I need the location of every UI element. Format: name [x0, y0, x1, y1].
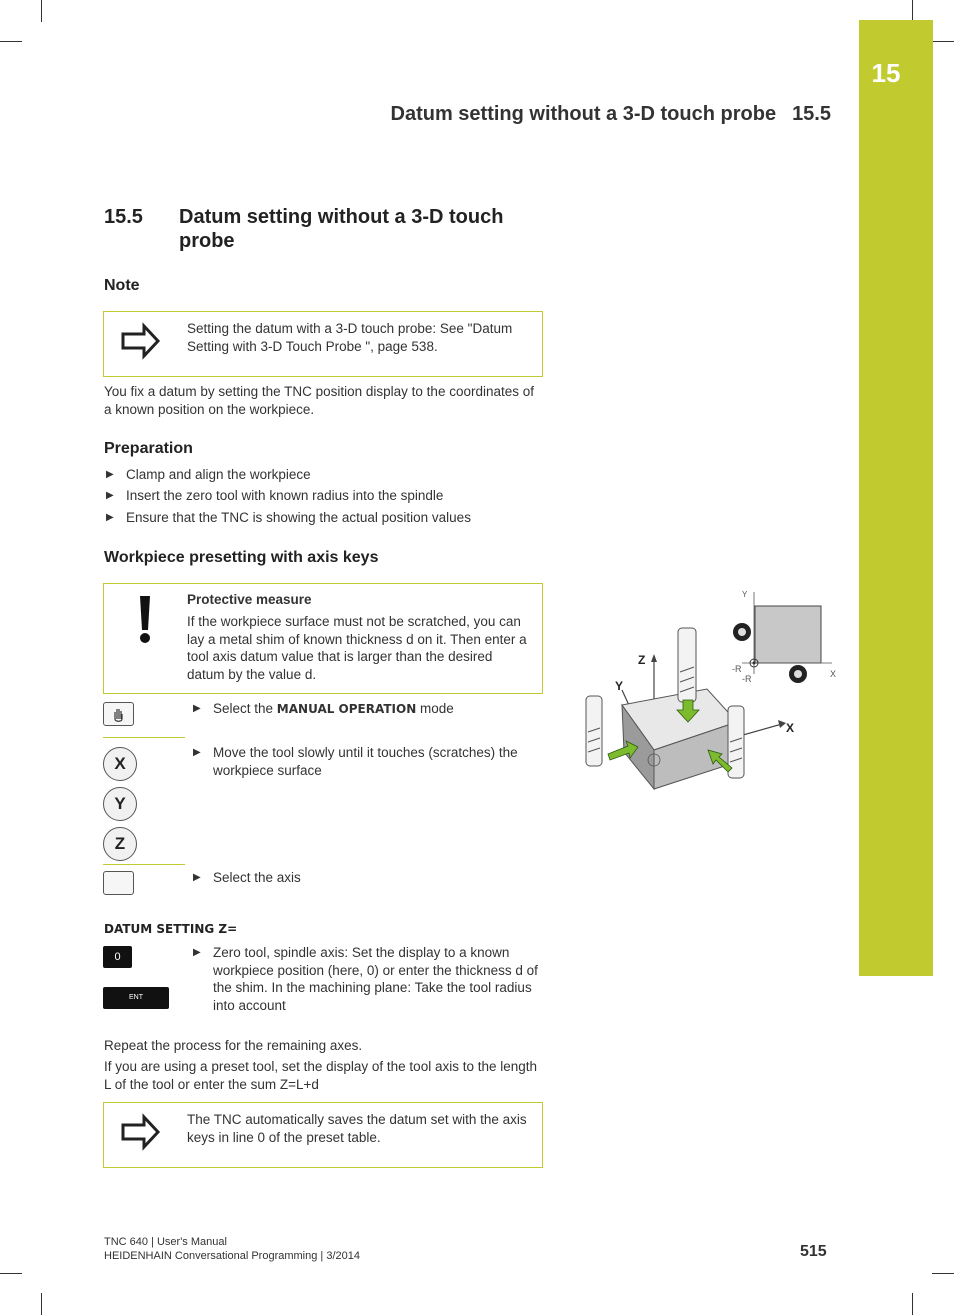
bullet-triangle-icon: ▶ [106, 469, 114, 480]
digit-zero-key[interactable]: 0 [103, 946, 132, 968]
warning-text: If the workpiece surface must not be scratched, you can lay a metal shim of known thickness d on it. Then enter a tool axis datum value that is larger than the desired datum by the value d. [187, 614, 527, 682]
section-heading: Datum setting without a 3-D touch probe [179, 206, 504, 252]
axis-key-z[interactable]: Z [103, 827, 137, 861]
manual-operation-key[interactable] [103, 702, 134, 726]
svg-text:X: X [830, 669, 837, 679]
blank-key[interactable] [103, 871, 134, 895]
crop-mark [0, 1273, 22, 1274]
svg-text:X: X [786, 721, 795, 735]
warning-title: Protective measure [187, 592, 312, 607]
mode-label: MANUAL OPERATION [276, 702, 417, 716]
page-number: 515 [800, 1243, 827, 1260]
bullet-triangle-icon: ▶ [193, 872, 201, 883]
svg-text:-R: -R [732, 664, 742, 674]
inset-diagram [732, 590, 836, 684]
milling-cutter-icon [733, 623, 751, 641]
preparation-heading: Preparation [104, 440, 193, 457]
presetting-heading: Workpiece presetting with axis keys [104, 549, 379, 566]
crop-mark [912, 1293, 913, 1315]
chapter-number: 15 [871, 58, 901, 88]
preset-paragraph: If you are using a preset tool, set the display of the tool axis to the length L of the tool or enter the sum Z=L+d [104, 1059, 538, 1092]
workpiece-diagram [582, 582, 844, 794]
note-heading: Note [104, 277, 140, 294]
crop-mark [912, 0, 913, 22]
divider [103, 864, 185, 865]
note-text: Setting the datum with a 3-D touch probe: See "Datum Setting with 3-D Touch Probe ", page 538. [187, 321, 513, 354]
crop-mark [0, 41, 22, 42]
bullet-triangle-icon: ▶ [193, 947, 201, 958]
running-head [391, 103, 831, 126]
final-note-text: The TNC automatically saves the datum set with the axis keys in line 0 of the preset table. [187, 1112, 527, 1145]
arrow-right-icon [120, 1113, 162, 1151]
exclamation-icon [134, 594, 156, 644]
section-number: 15.5 [104, 206, 143, 228]
intro-paragraph: You fix a datum by setting the TNC position display to the coordinates of a known position on the workpiece. [104, 384, 535, 417]
repeat-paragraph: Repeat the process for the remaining axes. [104, 1038, 363, 1053]
milling-cutter-icon [789, 665, 807, 683]
hand-icon [104, 703, 133, 725]
running-head-number: 15.5 [792, 103, 831, 125]
ent-key[interactable]: ENT [103, 987, 169, 1009]
footer-line-2: HEIDENHAIN Conversational Programming | 3/2014 [104, 1250, 360, 1262]
warning-box [103, 583, 543, 694]
svg-text:-R: -R [742, 674, 752, 684]
bullet-triangle-icon: ▶ [193, 703, 201, 714]
final-note-box [103, 1102, 543, 1168]
arrow-right-icon [120, 322, 162, 360]
footer [104, 1235, 360, 1263]
crop-mark [932, 1273, 954, 1274]
svg-text:Z: Z [638, 653, 646, 667]
note-box [103, 311, 543, 377]
running-head-title: Datum setting without a 3-D touch probe [390, 103, 777, 125]
svg-text:Y: Y [615, 679, 624, 693]
bullet-triangle-icon: ▶ [193, 747, 201, 758]
divider [103, 737, 185, 738]
crop-mark [41, 1293, 42, 1315]
chapter-tab [859, 20, 933, 976]
datum-setting-label: DATUM SETTING Z= [104, 922, 238, 936]
axis-key-x[interactable]: X [103, 747, 137, 781]
crop-mark [932, 41, 954, 42]
crop-mark [41, 0, 42, 22]
footer-line-1: TNC 640 | User's Manual [104, 1236, 227, 1248]
svg-text:Y: Y [742, 590, 748, 599]
bullet-triangle-icon: ▶ [106, 512, 114, 523]
bullet-triangle-icon: ▶ [106, 490, 114, 501]
axis-key-y[interactable]: Y [103, 787, 137, 821]
